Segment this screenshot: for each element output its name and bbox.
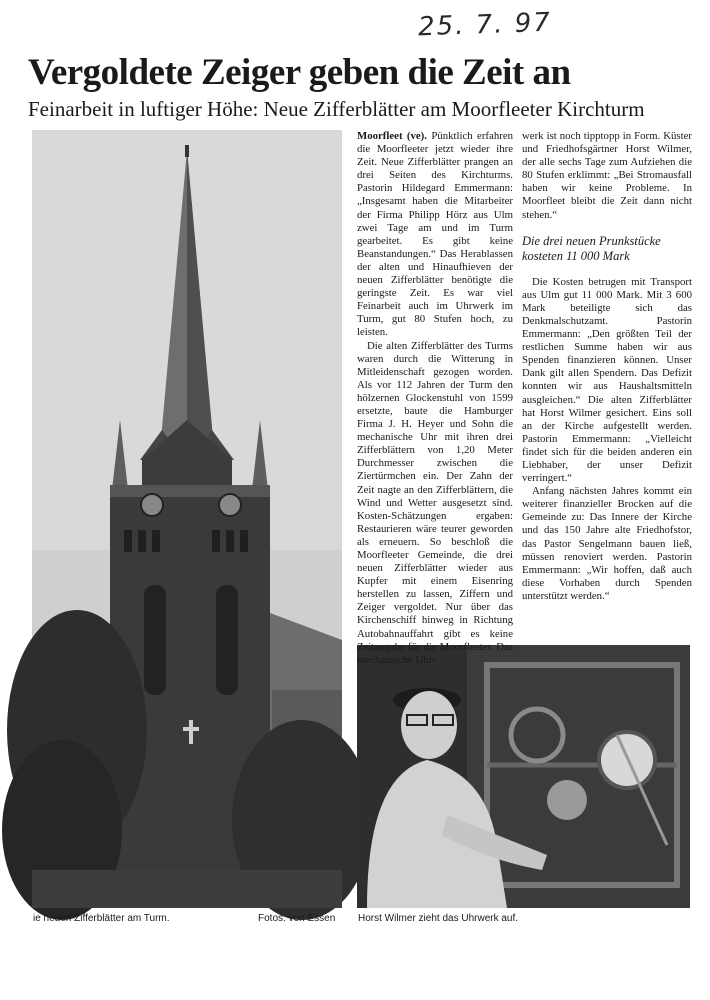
article-paragraph: werk ist noch tipptopp in Form. Küster und Friedhofsgärtner Horst Wilmer, der alle sechs Tage zum Aufziehen die 80 Stufen erklimmt: „Bei Stromausfall haben wir keine Probleme. In Moorfleet bleibt die Zeit dann nicht stehen.“ xyxy=(522,130,692,221)
article-text: Pünktlich erfahren die Moorfleeter jetzt wieder ihre Zeit. Neue Zifferblätter prangen an drei Seiten des Kirchturms. Pastorin Hildegard Emmermann: „Insgesamt haben die Mitarbeiter der Firma Philipp Hörz aus Ulm zwei Tage am und im Turm gearbeitet. Es gibt keine Beanstandungen.“ Das Herablassen der alten und Hinaufhieven der neuen Zifferblätter benötigte die geringste Zeit. Es war viel Feinarbeit auch im Uhrwerk im Turm, gut 80 Stufen hoch, zu leisten. xyxy=(357,130,514,339)
headline: Vergoldete Zeiger geben die Zeit an xyxy=(28,52,571,93)
clockwork-illustration xyxy=(357,645,690,908)
clockwork-photo xyxy=(357,645,690,908)
photo-credit: Fotos: von Essen xyxy=(258,913,336,924)
article-subhead: Die drei neuen Prunkstücke kosteten 11 000 Mark xyxy=(522,233,661,263)
subheadline: Feinarbeit in luftiger Höhe: Neue Zifferblätter am Moorfleeter Kirchturm xyxy=(28,97,645,121)
church-tower-illustration xyxy=(32,130,342,908)
article-paragraph: Die alten Zifferblätter des Turms waren durch die Witterung in Mitleidenschaft gezogen worden. Als vor 112 Jahren der Turm den hölzernen Glockenstuhl von 1599 ersetzte, baute die Hamburger Firma J. H. Heyer und Sohn die mechanische Uhr mit ihren drei Zifferblättern von 1,20 Meter Durchmesser zwischen die Ziertürmchen ein. Der Zahn der Zeit nagte an den Zifferblättern, die Wind und Wetter ausgesetzt sind. Kosten-Schätzungen ergaben: Restaurieren wäre teurer geworden als erneuern. So beschloß die Moorfleeter Gemeinde, die drei neuen Zifferblätter wieder aus Kupfer mit einem Eisenring herstellen zu lassen, Ziffern und Zeiger vergoldet. Nur über das Kirchenschiff hinweg in Richtung Autobahnauffahrt gibt es keine Zeitangabe für die Moorfleeter. Das mechanische Uhr- xyxy=(357,339,513,666)
clockwork-photo-caption: Horst Wilmer zieht das Uhrwerk auf. xyxy=(358,913,519,924)
handwritten-date: 25. 7. 97 xyxy=(417,7,553,43)
article-column-2 xyxy=(522,130,692,650)
article-paragraph xyxy=(357,130,513,340)
article-column-1 xyxy=(357,130,514,666)
church-tower-photo xyxy=(32,130,342,908)
article-paragraph: Anfang nächsten Jahres kommt ein weiterer finanzieller Brocken auf die Gemeinde zu: Das Innere der Kirche und das 150 Jahre alte Friedhofstor, das Pastor Sengelmann bauen ließ, müssen renoviert werden. Pastorin Emmermann: „Wir hoffen, daß auch diese Vorhaben durch Spenden unterstützt werden.“ xyxy=(522,485,692,602)
article-lead: Moorfleet (ve). xyxy=(357,130,427,142)
church-photo-caption: ie neuen Zifferblätter am Turm. xyxy=(33,913,170,924)
article-paragraph: Die Kosten betrugen mit Transport aus Ulm gut 11 000 Mark. Mit 3 600 Mark beteiligte sich das Denkmalschutzamt. Pastorin Emmermann: „Den größten Teil der restlichen Summe haben wir aus Spenden finanzieren können. Unser Dank gilt allen Spendern. Das Defizit konnten wir aus Haushaltsmitteln ausgleichen.“ Die alten Zifferblätter hat Horst Wilmer gesichert. Eins soll an der Kirche aufgestellt werden. Pastorin Emmermann: „Vielleicht findet sich für die beiden anderen ein Liebhaber, der unser Defizit verringert.“ xyxy=(522,275,692,485)
